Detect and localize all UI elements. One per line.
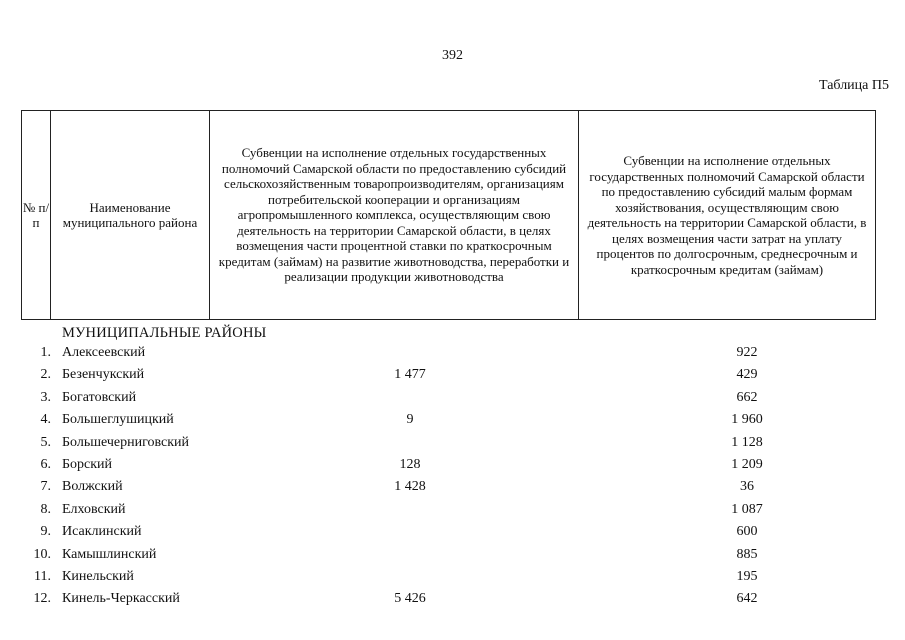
district-name: Елховский (62, 501, 126, 517)
table-row (0, 499, 905, 521)
subvention-2-value: 1 209 (731, 456, 763, 472)
district-name: Алексеевский (62, 345, 146, 360)
table-row (0, 409, 905, 431)
row-number: 1. (40, 345, 51, 360)
section-title: МУНИЦИПАЛЬНЫЕ РАЙОНЫ (62, 325, 267, 341)
row-number: 3. (40, 389, 51, 405)
header-number: № п/п (22, 111, 51, 320)
table-row (0, 432, 905, 454)
row-number: 11. (34, 568, 51, 584)
table-row (0, 588, 905, 610)
row-number: 7. (40, 479, 51, 495)
subvention-1-value: 9 (406, 412, 414, 428)
table-row (0, 342, 905, 364)
district-name: Волжский (62, 479, 123, 495)
subvention-1-value: 1 428 (394, 479, 426, 495)
table-row (0, 387, 905, 409)
district-name: Кинель-Черкасский (62, 591, 180, 607)
table-body (0, 342, 905, 611)
subvention-2-value: 600 (736, 524, 758, 540)
district-name: Камышлинский (62, 546, 157, 562)
row-number: 12. (33, 591, 51, 607)
table-row (0, 521, 905, 543)
district-name: Безенчукский (62, 367, 145, 383)
header-district-name: Наименование муниципального района (51, 111, 210, 320)
row-number: 10. (33, 546, 51, 562)
header-subvention-livestock: Субвенции на исполнение отдельных государственных полномочий Самарской области по предоставлению субсидий сельскохозяйственным товаропроизводителям, организациям потребительской кооперации и организациям агропромышленного комплекса, осуществляющим свою деятельность на территории Самарской области, в целях возмещения части процентной ставки по краткосрочным кредитам (займам) на развитие животноводства, переработки и реализации продукции животноводства (210, 111, 579, 320)
page-number: 392 (442, 48, 463, 63)
subvention-1-value: 1 477 (394, 367, 426, 383)
row-number: 2. (40, 367, 51, 383)
subvention-2-value: 195 (736, 568, 758, 584)
table-header (21, 110, 876, 320)
table-row (0, 544, 905, 566)
row-number: 9. (40, 524, 51, 540)
district-name: Большечерниговский (62, 434, 190, 450)
subvention-2-value: 1 960 (731, 412, 763, 428)
district-name: Богатовский (62, 389, 137, 405)
subvention-1-value: 128 (399, 456, 421, 472)
row-number: 5. (40, 434, 51, 450)
subvention-1-value: 5 426 (394, 591, 426, 607)
subvention-2-value: 36 (740, 479, 754, 495)
subvention-2-value: 922 (736, 345, 758, 360)
table-row (0, 364, 905, 386)
district-name: Кинельский (62, 568, 134, 584)
district-name: Борский (62, 456, 113, 472)
subvention-2-value: 642 (736, 591, 758, 607)
subvention-2-value: 662 (736, 389, 758, 405)
district-name: Исаклинский (62, 524, 142, 540)
subvention-2-value: 429 (736, 367, 758, 383)
row-number: 6. (40, 456, 51, 472)
table-row (0, 454, 905, 476)
row-number: 8. (40, 501, 51, 517)
table-row (0, 566, 905, 588)
table-row (0, 476, 905, 498)
header-subvention-small-farms: Субвенции на исполнение отдельных государственных полномочий Самарской области по предоставлению субсидий малым формам хозяйствования, осуществляющим свою деятельность на территории Самарской области, в целях возмещения части затрат на уплату процентов по долгосрочным, среднесрочным и краткосрочным кредитам (займам) (579, 111, 876, 320)
row-number: 4. (40, 412, 51, 428)
table-label: Таблица П5 (819, 78, 889, 93)
subvention-2-value: 1 128 (731, 434, 763, 450)
subvention-2-value: 885 (736, 546, 758, 562)
district-name: Большеглушицкий (62, 412, 174, 428)
subvention-2-value: 1 087 (731, 501, 763, 517)
